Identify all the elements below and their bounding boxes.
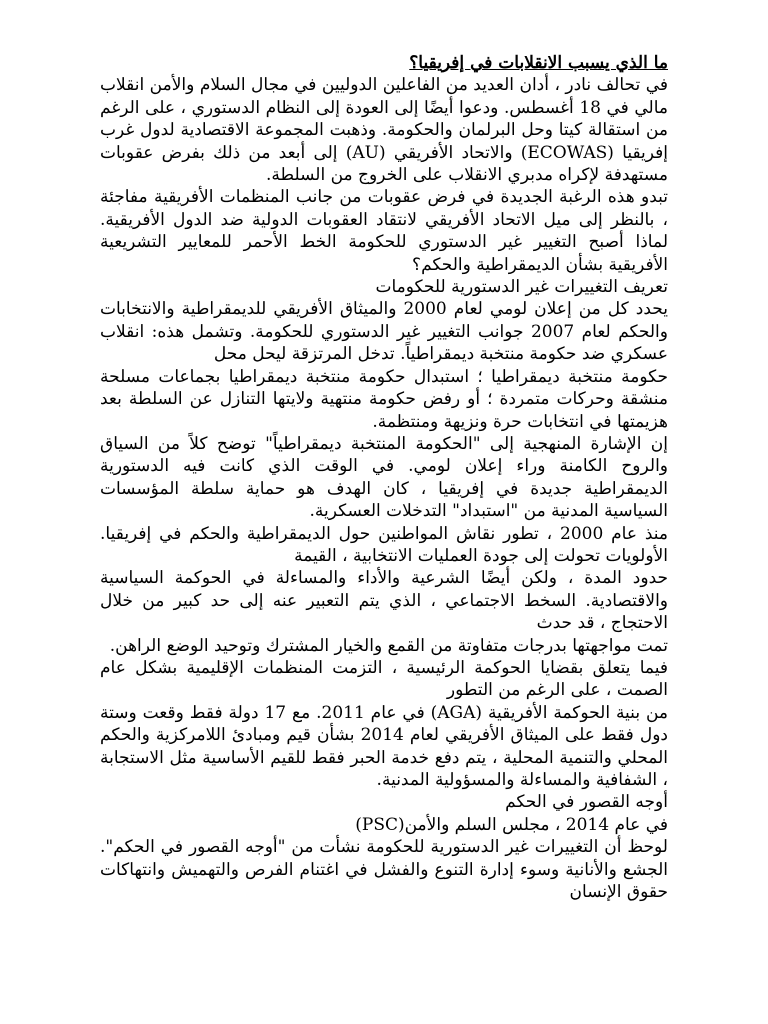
paragraph: من بنية الحوكمة الأفريقية (AGA) في عام 2011. مع 17 دولة فقط وقعت وستة دول فقط على الميثاق الأفريقي لعام 2014 بشأن قيم ومبادئ اللامركزية والحكم المحلي والتنمية المحلية ، يتم دفع خدمة الحبر فقط للقيم الأساسية مثل الاستجابة ، الشفافية والمساءلة والمسؤولية المدنية. — [100, 702, 669, 790]
paragraph: فيما يتعلق بقضايا الحوكمة الرئيسية ، التزمت المنظمات الإقليمية بشكل عام الصمت ، على الرغم من التطور — [100, 657, 668, 701]
paragraph: لوحظ أن التغييرات غير الدستورية للحكومة نشأت من "أوجه القصور في الحكم". الجشع والأنانية وسوء إدارة التنوع والفشل في اغتنام الفرص والتهميش وانتهاكات حقوق الإنسان — [100, 837, 668, 903]
paragraph: تبدو هذه الرغبة الجديدة في فرض عقوبات من جانب المنظمات الأفريقية مفاجئة ، بالنظر إلى ميل الاتحاد الأفريقي لانتقاد العقوبات الدولية ضد الدول الأفريقية. لماذا أصبح التغيير غير الدستوري للحكومة الخط الأحمر للمعايير التشريعية الأفريقية بشأن الديمقراطية والحكم؟ — [100, 187, 668, 275]
paragraph: يحدد كل من إعلان لومي لعام 2000 والميثاق الأفريقي للديمقراطية والانتخابات والحكم لعام 2007 جوانب التغيير غير الدستوري للحكومة. وتشمل هذه: انقلاب عسكري ضد حكومة منتخبة ديمقراطياً. تدخل المرتزقة ليحل محل — [100, 299, 668, 365]
paragraph: حكومة منتخبة ديمقراطيا ؛ استبدال حكومة منتخبة ديمقراطيا بجماعات مسلحة منشقة وحركات متمردة ؛ أو رفض حكومة منتهية ولايتها التنازل عن السلطة بعد هزيمتها في انتخابات حرة ونزيهة ومنتظمة. — [100, 366, 668, 432]
paragraph: في تحالف نادر ، أدان العديد من الفاعلين الدوليين في مجال السلام والأمن انقلاب مالي في 18 أغسطس. ودعوا أيضًا إلى العودة إلى النظام الدستوري ، على الرغم من استقالة كيتا وحل البرلمان والحكومة. وذهبت المجموعة الاقتصادية لدول غرب إفريقيا (ECOWAS) والاتحاد الأفريقي (AU) إلى أبعد من ذلك بفرض عقوبات مستهدفة لإكراه مدبري الانقلاب على الخروج من السلطة. — [100, 75, 669, 186]
paragraph: منذ عام 2000 ، تطور نقاش المواطنين حول الديمقراطية والحكم في إفريقيا. الأولويات تحولت إلى جودة العمليات الانتخابية ، القيمة — [100, 523, 668, 566]
section-heading: أوجه القصور في الحكم — [505, 792, 668, 813]
paragraph: تمت مواجهتها بدرجات متفاوتة من القمع والخيار المشترك وتوحيد الوضع الراهن. — [109, 635, 668, 656]
document-body — [100, 52, 668, 903]
document-title: ما الذي يسبب الانقلابات في إفريقيا؟ — [409, 53, 668, 73]
paragraph: إن الإشارة المنهجية إلى "الحكومة المنتخبة ديمقراطياً" توضح كلاً من السياق والروح الكامنة وراء إعلان لومي. في الوقت الذي كانت فيه الدستورية الديمقراطية جديدة في إفريقيا ، كان الهدف هو حماية سلطة المؤسسات السياسية المدنية من "استبداد" التدخلات العسكرية. — [100, 433, 668, 522]
paragraph: حدود المدة ، ولكن أيضًا الشرعية والأداء والمساءلة في الحوكمة السياسية والاقتصادية. السخط الاجتماعي ، الذي يتم التعبير عنه إلى حد كبير من خلال الاحتجاج ، قد حدث — [100, 568, 668, 634]
section-heading: تعريف التغييرات غير الدستورية للحكومات — [375, 277, 668, 298]
paragraph: في عام 2014 ، مجلس السلم والأمن(PSC) — [355, 814, 668, 835]
